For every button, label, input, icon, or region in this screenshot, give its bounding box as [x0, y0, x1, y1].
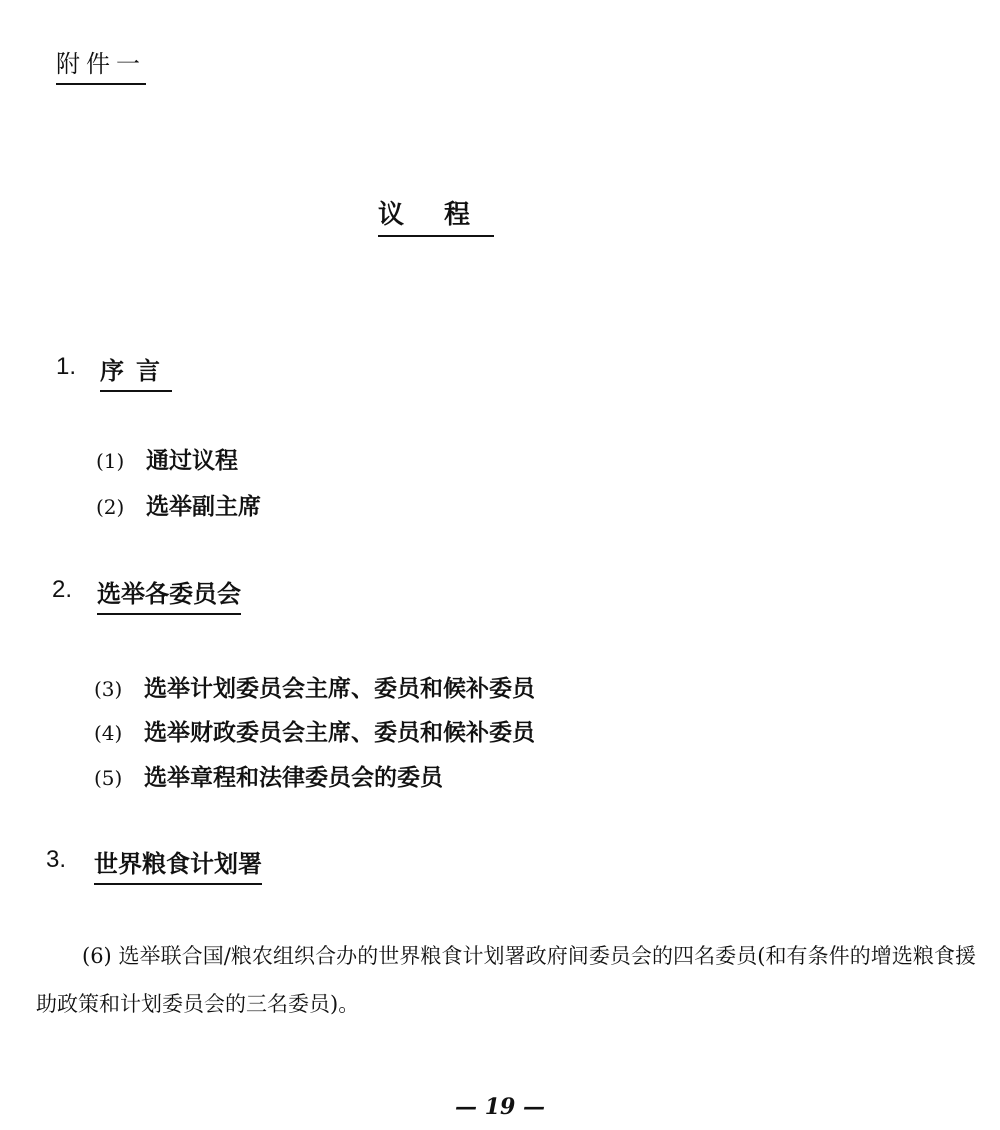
agenda-item-2-text: 选举副主席	[146, 493, 261, 520]
document-title: 议程	[378, 194, 494, 237]
agenda-item-1	[96, 442, 238, 475]
agenda-item-2	[96, 488, 261, 521]
agenda-item-4-text: 选举财政委员会主席、委员和候补委员	[144, 719, 535, 746]
agenda-item-3-text: 选举计划委员会主席、委员和候补委员	[144, 675, 535, 702]
agenda-item-5-text: 选举章程和法律委员会的委员	[144, 764, 443, 791]
section-2-number: 2.	[52, 576, 73, 603]
agenda-item-1-text: 通过议程	[146, 447, 238, 474]
agenda-item-5-number: (5)	[94, 766, 123, 790]
section-3-title: 世界粮食计划署	[94, 844, 262, 885]
page-number: — 19 —	[455, 1094, 545, 1120]
agenda-item-3-number: (3)	[94, 677, 123, 701]
agenda-item-4	[94, 714, 535, 747]
agenda-item-6-paragraph: (6) 选举联合国/粮农组织合办的世界粮食计划署政府间委员会的四名委员(和有条件的增选粮食援助政策和计划委员会的三名委员)。	[36, 944, 976, 1016]
agenda-item-4-number: (4)	[94, 721, 123, 745]
agenda-item-1-number: (1)	[96, 449, 125, 473]
agenda-item-2-number: (2)	[96, 495, 125, 519]
section-1-number: 1.	[56, 353, 77, 380]
annex-label: 附件一	[56, 44, 146, 85]
section-2-title: 选举各委员会	[97, 574, 241, 615]
agenda-item-3	[94, 670, 535, 703]
section-3-number: 3.	[46, 846, 67, 873]
agenda-item-5	[94, 759, 443, 792]
section-1-title: 序言	[100, 351, 172, 392]
